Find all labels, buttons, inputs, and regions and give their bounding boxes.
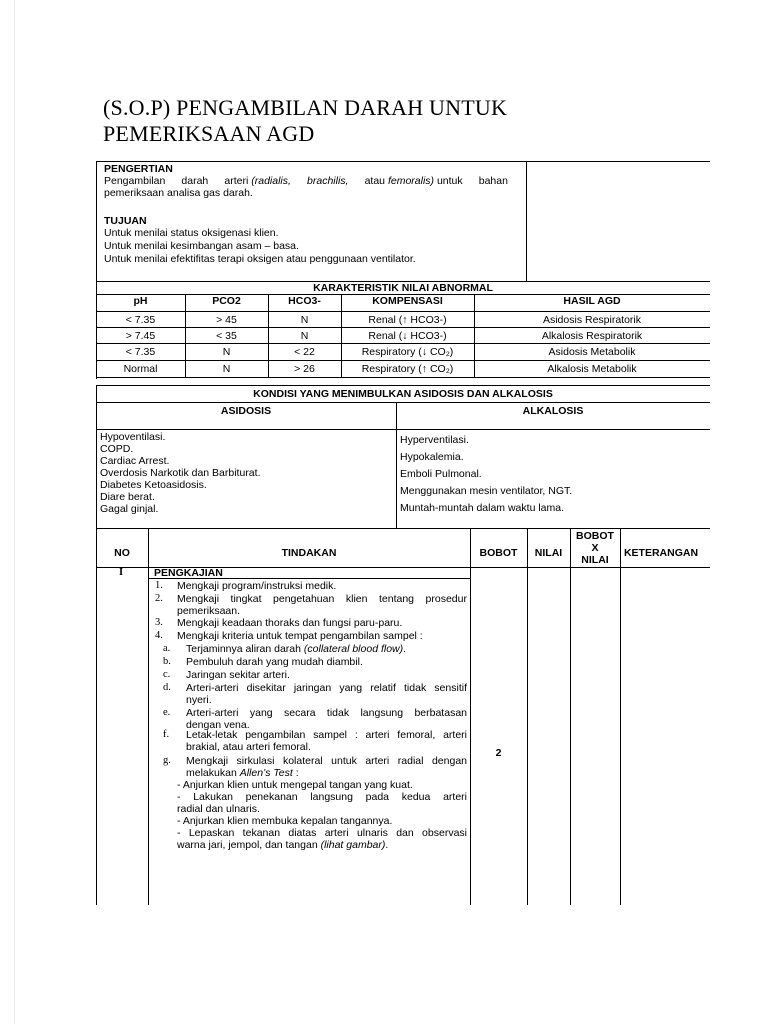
table-cell: Asidosis Metabolik bbox=[548, 346, 636, 358]
header-word: NILAI bbox=[581, 554, 609, 566]
dash-item bbox=[177, 839, 388, 851]
text: (lihat gambar) bbox=[320, 839, 386, 851]
rule bbox=[96, 528, 97, 905]
col-header-bobot-x-nilai bbox=[570, 530, 620, 566]
step-number: 2. bbox=[155, 593, 163, 604]
asidosis-item: Diabetes Ketoasidosis. bbox=[100, 479, 207, 491]
substep-text: Arteri-arteri disekitar jaringan yang relatif tidak sensitif bbox=[186, 682, 467, 694]
table-cell: Normal bbox=[123, 363, 158, 375]
word: untuk bbox=[436, 175, 463, 187]
table-cell: < 7.35 bbox=[125, 346, 156, 358]
text: melakukan bbox=[186, 767, 240, 779]
rule bbox=[148, 528, 149, 905]
pengertian-line-2: pemeriksaan analisa gas darah. bbox=[104, 187, 253, 199]
rule bbox=[96, 360, 710, 361]
alkalosis-heading: ALKALOSIS bbox=[522, 405, 584, 417]
dash-item: - Lakukan penekanan langsung pada kedua arteri bbox=[177, 791, 467, 803]
step-text: Mengkaji keadaan thoraks dan fungsi paru-paru. bbox=[177, 617, 403, 629]
table-cell: Renal (↑ HCO3-) bbox=[368, 314, 447, 326]
asidosis-item: Diare berat. bbox=[100, 491, 155, 503]
col-header-tindakan: TINDAKAN bbox=[281, 547, 337, 559]
substep-letter: c. bbox=[163, 669, 171, 680]
header-word: X bbox=[591, 542, 599, 554]
substep-text: nyeri. bbox=[186, 694, 212, 706]
col-header-ph: pH bbox=[133, 295, 148, 307]
table-cell: Alkalosis Metabolik bbox=[547, 363, 637, 375]
step-text: Mengkaji tingkat pengetahuan klien tentang prosedur bbox=[177, 593, 467, 605]
col-header-hco3: HCO3- bbox=[288, 295, 321, 307]
word: bahan bbox=[478, 175, 508, 187]
alkalosis-item: Hypokalemia. bbox=[400, 451, 464, 463]
alkalosis-item: Menggunakan mesin ventilator, NGT. bbox=[400, 485, 573, 497]
table-cell: > 7.45 bbox=[125, 330, 156, 342]
title-line-1: (S.O.P) PENGAMBILAN DARAH UNTUK bbox=[103, 95, 508, 120]
step-number: 1. bbox=[155, 580, 163, 591]
text: . bbox=[403, 643, 407, 655]
rule bbox=[96, 528, 710, 529]
col-header-bobot: BOBOT bbox=[479, 547, 518, 559]
karakteristik-heading: KARAKTERISTIK NILAI ABNORMAL bbox=[313, 282, 493, 294]
word-group bbox=[224, 175, 291, 187]
step-text: Mengkaji program/instruksi medik. bbox=[177, 580, 337, 592]
table-cell: < 35 bbox=[216, 330, 237, 342]
table-cell: Asidosis Respiratorik bbox=[542, 314, 642, 326]
substep-letter: d. bbox=[163, 682, 171, 693]
asidosis-item: Overdosis Narkotik dan Barbiturat. bbox=[100, 467, 261, 479]
text: (collateral blood flow) bbox=[303, 643, 404, 655]
substep-text: Jaringan sekitar arteri. bbox=[186, 669, 290, 681]
tujuan-item: Untuk menilai kesimbangan asam – basa. bbox=[104, 240, 299, 252]
word: (radialis, bbox=[251, 175, 291, 187]
alkalosis-item: Hyperventilasi. bbox=[400, 434, 469, 446]
document-title bbox=[103, 95, 507, 147]
pengertian-line-1 bbox=[104, 175, 508, 187]
word: atau bbox=[364, 175, 386, 187]
table-cell: N bbox=[300, 330, 309, 342]
rule bbox=[96, 385, 710, 386]
text: : bbox=[292, 767, 299, 779]
table-cell: > 26 bbox=[294, 363, 315, 375]
word: femoralis) bbox=[387, 175, 435, 187]
col-header-kompensasi: KOMPENSASI bbox=[372, 295, 443, 307]
substep-text: Arteri-arteri yang secara tidak langsung berbatasan bbox=[186, 707, 467, 719]
table-cell: N bbox=[222, 346, 231, 358]
alkalosis-item: Emboli Pulmonal. bbox=[400, 468, 482, 480]
step-text: pemeriksaan. bbox=[177, 605, 241, 617]
dash-item: radial dan ulnaris. bbox=[177, 803, 260, 815]
table-cell: N bbox=[222, 363, 231, 375]
asidosis-item: Gagal ginjal. bbox=[100, 503, 159, 515]
asidosis-item: Hypoventilasi. bbox=[100, 431, 166, 443]
tujuan-item: Untuk menilai status oksigenasi klien. bbox=[104, 227, 279, 239]
col-header-no: NO bbox=[114, 547, 130, 559]
col-header-pco2: PCO2 bbox=[212, 295, 241, 307]
word: brachilis, bbox=[307, 175, 349, 187]
text: Allen’s Test bbox=[239, 767, 293, 779]
rule bbox=[96, 327, 710, 328]
bobot-value: 2 bbox=[495, 747, 502, 759]
rule bbox=[396, 402, 397, 529]
word: arteri bbox=[224, 175, 249, 187]
table-cell: < 22 bbox=[294, 346, 315, 358]
step-number: 3. bbox=[155, 617, 163, 628]
title-line-2: PEMERIKSAAN AGD bbox=[103, 121, 315, 146]
substep-text: Pembuluh darah yang mudah diambil. bbox=[186, 656, 363, 668]
text: . bbox=[385, 839, 389, 851]
kondisi-heading: KONDISI YANG MENIMBULKAN ASIDOSIS DAN ALKALOSIS bbox=[253, 388, 553, 400]
substep-text: dengan vena. bbox=[186, 719, 250, 731]
table-cell: Alkalosis Respiratorik bbox=[541, 330, 643, 342]
rule bbox=[96, 161, 710, 162]
header-word: BOBOT bbox=[576, 530, 614, 542]
substep-text: brakial, atau arteri femoral. bbox=[186, 741, 311, 753]
substep-letter: b. bbox=[163, 656, 171, 667]
rule bbox=[96, 161, 97, 281]
dash-item: - Anjurkan klien membuka kepalan tangannya. bbox=[177, 815, 393, 827]
rule bbox=[570, 528, 571, 905]
table-cell: < 7.35 bbox=[125, 314, 156, 326]
substep-letter: f. bbox=[163, 729, 170, 740]
word: darah bbox=[181, 175, 209, 187]
table-cell: > 45 bbox=[216, 314, 237, 326]
rule bbox=[526, 161, 527, 281]
col-header-keterangan: KETERANGAN bbox=[623, 547, 699, 559]
rule bbox=[96, 343, 710, 344]
page-edge bbox=[14, 0, 15, 1024]
substep-letter: a. bbox=[163, 643, 171, 654]
rule bbox=[96, 429, 710, 430]
rule bbox=[527, 528, 528, 905]
rule bbox=[96, 402, 710, 403]
dash-item: - Anjurkan klien untuk mengepal tangan yang kuat. bbox=[177, 779, 413, 791]
table-cell: Respiratory (↑ CO₂) bbox=[361, 363, 454, 375]
word-group bbox=[365, 175, 463, 187]
table-cell: Renal (↓ HCO3-) bbox=[368, 330, 447, 342]
row-number: I bbox=[119, 567, 124, 578]
step-number: 4. bbox=[155, 630, 163, 641]
text: warna jari, jempol, dan tangan bbox=[177, 839, 321, 851]
section-title: PENGKAJIAN bbox=[154, 567, 223, 579]
step-text: Mengkaji kriteria untuk tempat pengambilan sampel : bbox=[177, 630, 423, 642]
substep-letter: e. bbox=[163, 707, 171, 718]
rule bbox=[620, 528, 621, 905]
rule bbox=[96, 377, 710, 378]
dash-item: - Lepaskan tekanan diatas arteri ulnaris dan observasi bbox=[177, 827, 467, 839]
table-cell: Respiratory (↓ CO₂) bbox=[361, 346, 454, 358]
table-cell: N bbox=[300, 314, 309, 326]
tujuan-item: Untuk menilai efektifitas terapi oksigen atau penggunaan ventilator. bbox=[104, 253, 416, 265]
alkalosis-item: Muntah-muntah dalam waktu lama. bbox=[400, 502, 564, 514]
asidosis-item: COPD. bbox=[100, 443, 134, 455]
asidosis-heading: ASIDOSIS bbox=[220, 405, 272, 417]
col-header-nilai: NILAI bbox=[534, 547, 563, 559]
substep-text: Mengkaji sirkulasi kolateral untuk arteri radial dengan bbox=[186, 755, 467, 767]
tujuan-heading: TUJUAN bbox=[104, 215, 147, 227]
word: Pengambilan bbox=[104, 175, 166, 187]
substep-text bbox=[186, 643, 406, 655]
col-header-hasil-agd: HASIL AGD bbox=[563, 295, 621, 307]
substep-letter: g. bbox=[163, 755, 171, 766]
rule bbox=[96, 311, 710, 312]
asidosis-item: Cardiac Arrest. bbox=[100, 455, 170, 467]
substep-text bbox=[186, 767, 299, 779]
substep-text: Letak-letak pengambilan sampel : arteri femoral, arteri bbox=[186, 729, 467, 741]
pengertian-heading: PENGERTIAN bbox=[104, 163, 173, 175]
rule bbox=[470, 528, 471, 905]
text: Terjaminnya aliran darah bbox=[186, 643, 304, 655]
